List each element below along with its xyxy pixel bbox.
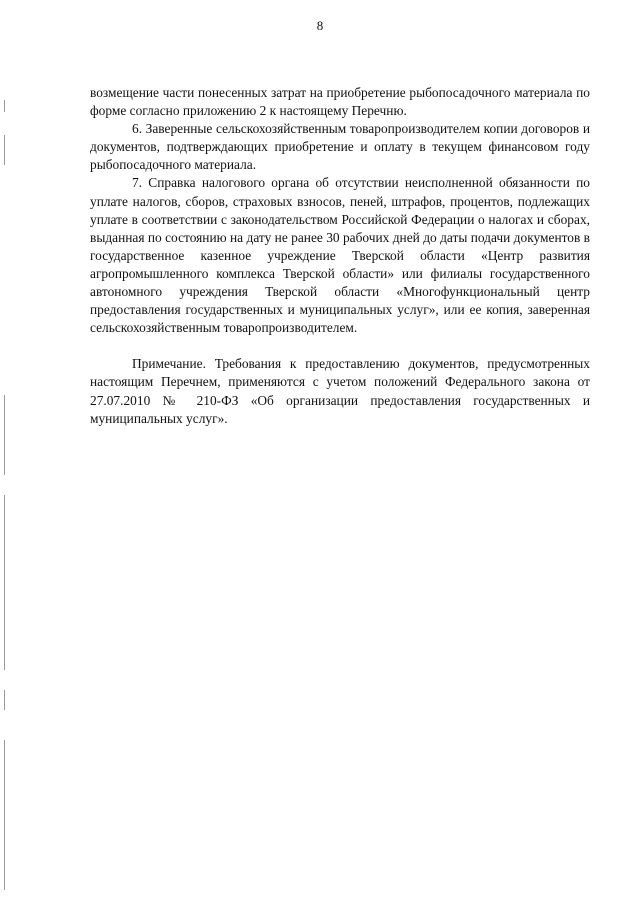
scan-margin-mark: [4, 495, 5, 670]
scan-margin-mark: [4, 740, 5, 890]
scan-margin-mark: [4, 690, 5, 710]
paragraph-item-6: 6. Заверенные сельскохозяйственным товаропроизводителем копии договоров и документов, подтверждающих приобретение и оплату в текущем финансовом году рыбопосадочного материала.: [90, 121, 590, 173]
scan-margin-mark: [4, 395, 5, 475]
note-paragraph: Примечание. Требования к предоставлению документов, предусмотренных настоящим Перечнем, применяются с учетом положений Федерального закона от 27.07.2010 № 210-ФЗ «Об организации предоставления государственных и муниципальных услуг».: [90, 356, 590, 426]
scan-margin-mark: [4, 135, 5, 165]
page-number: 8: [316, 18, 324, 33]
document-body: [90, 84, 590, 428]
paragraph-continuation: возмещение части понесенных затрат на приобретение рыбопосадочного материала по форме согласно приложению 2 к настоящему Перечню.: [90, 85, 590, 119]
scan-margin-mark: [4, 100, 5, 112]
paragraph-item-7: 7. Справка налогового органа об отсутствии неисполненной обязанности по уплате налогов, сборов, страховых взносов, пеней, штрафов, процентов, подлежащих уплате в соответствии с законодательством Российской Федерации о налогах и сборах, выданная по состоянию на дату не ранее 30 рабочих дней до даты подачи документов в государственное казенное учреждение Тверской области «Центр развития агропромышленного комплекса Тверской области» или филиалы государственного автономного учреждения Тверской области «Многофункциональный центр предоставления государственных и муниципальных услуг», или ее копия, заверенная сельскохозяйственным товаропроизводителем.: [90, 175, 590, 336]
